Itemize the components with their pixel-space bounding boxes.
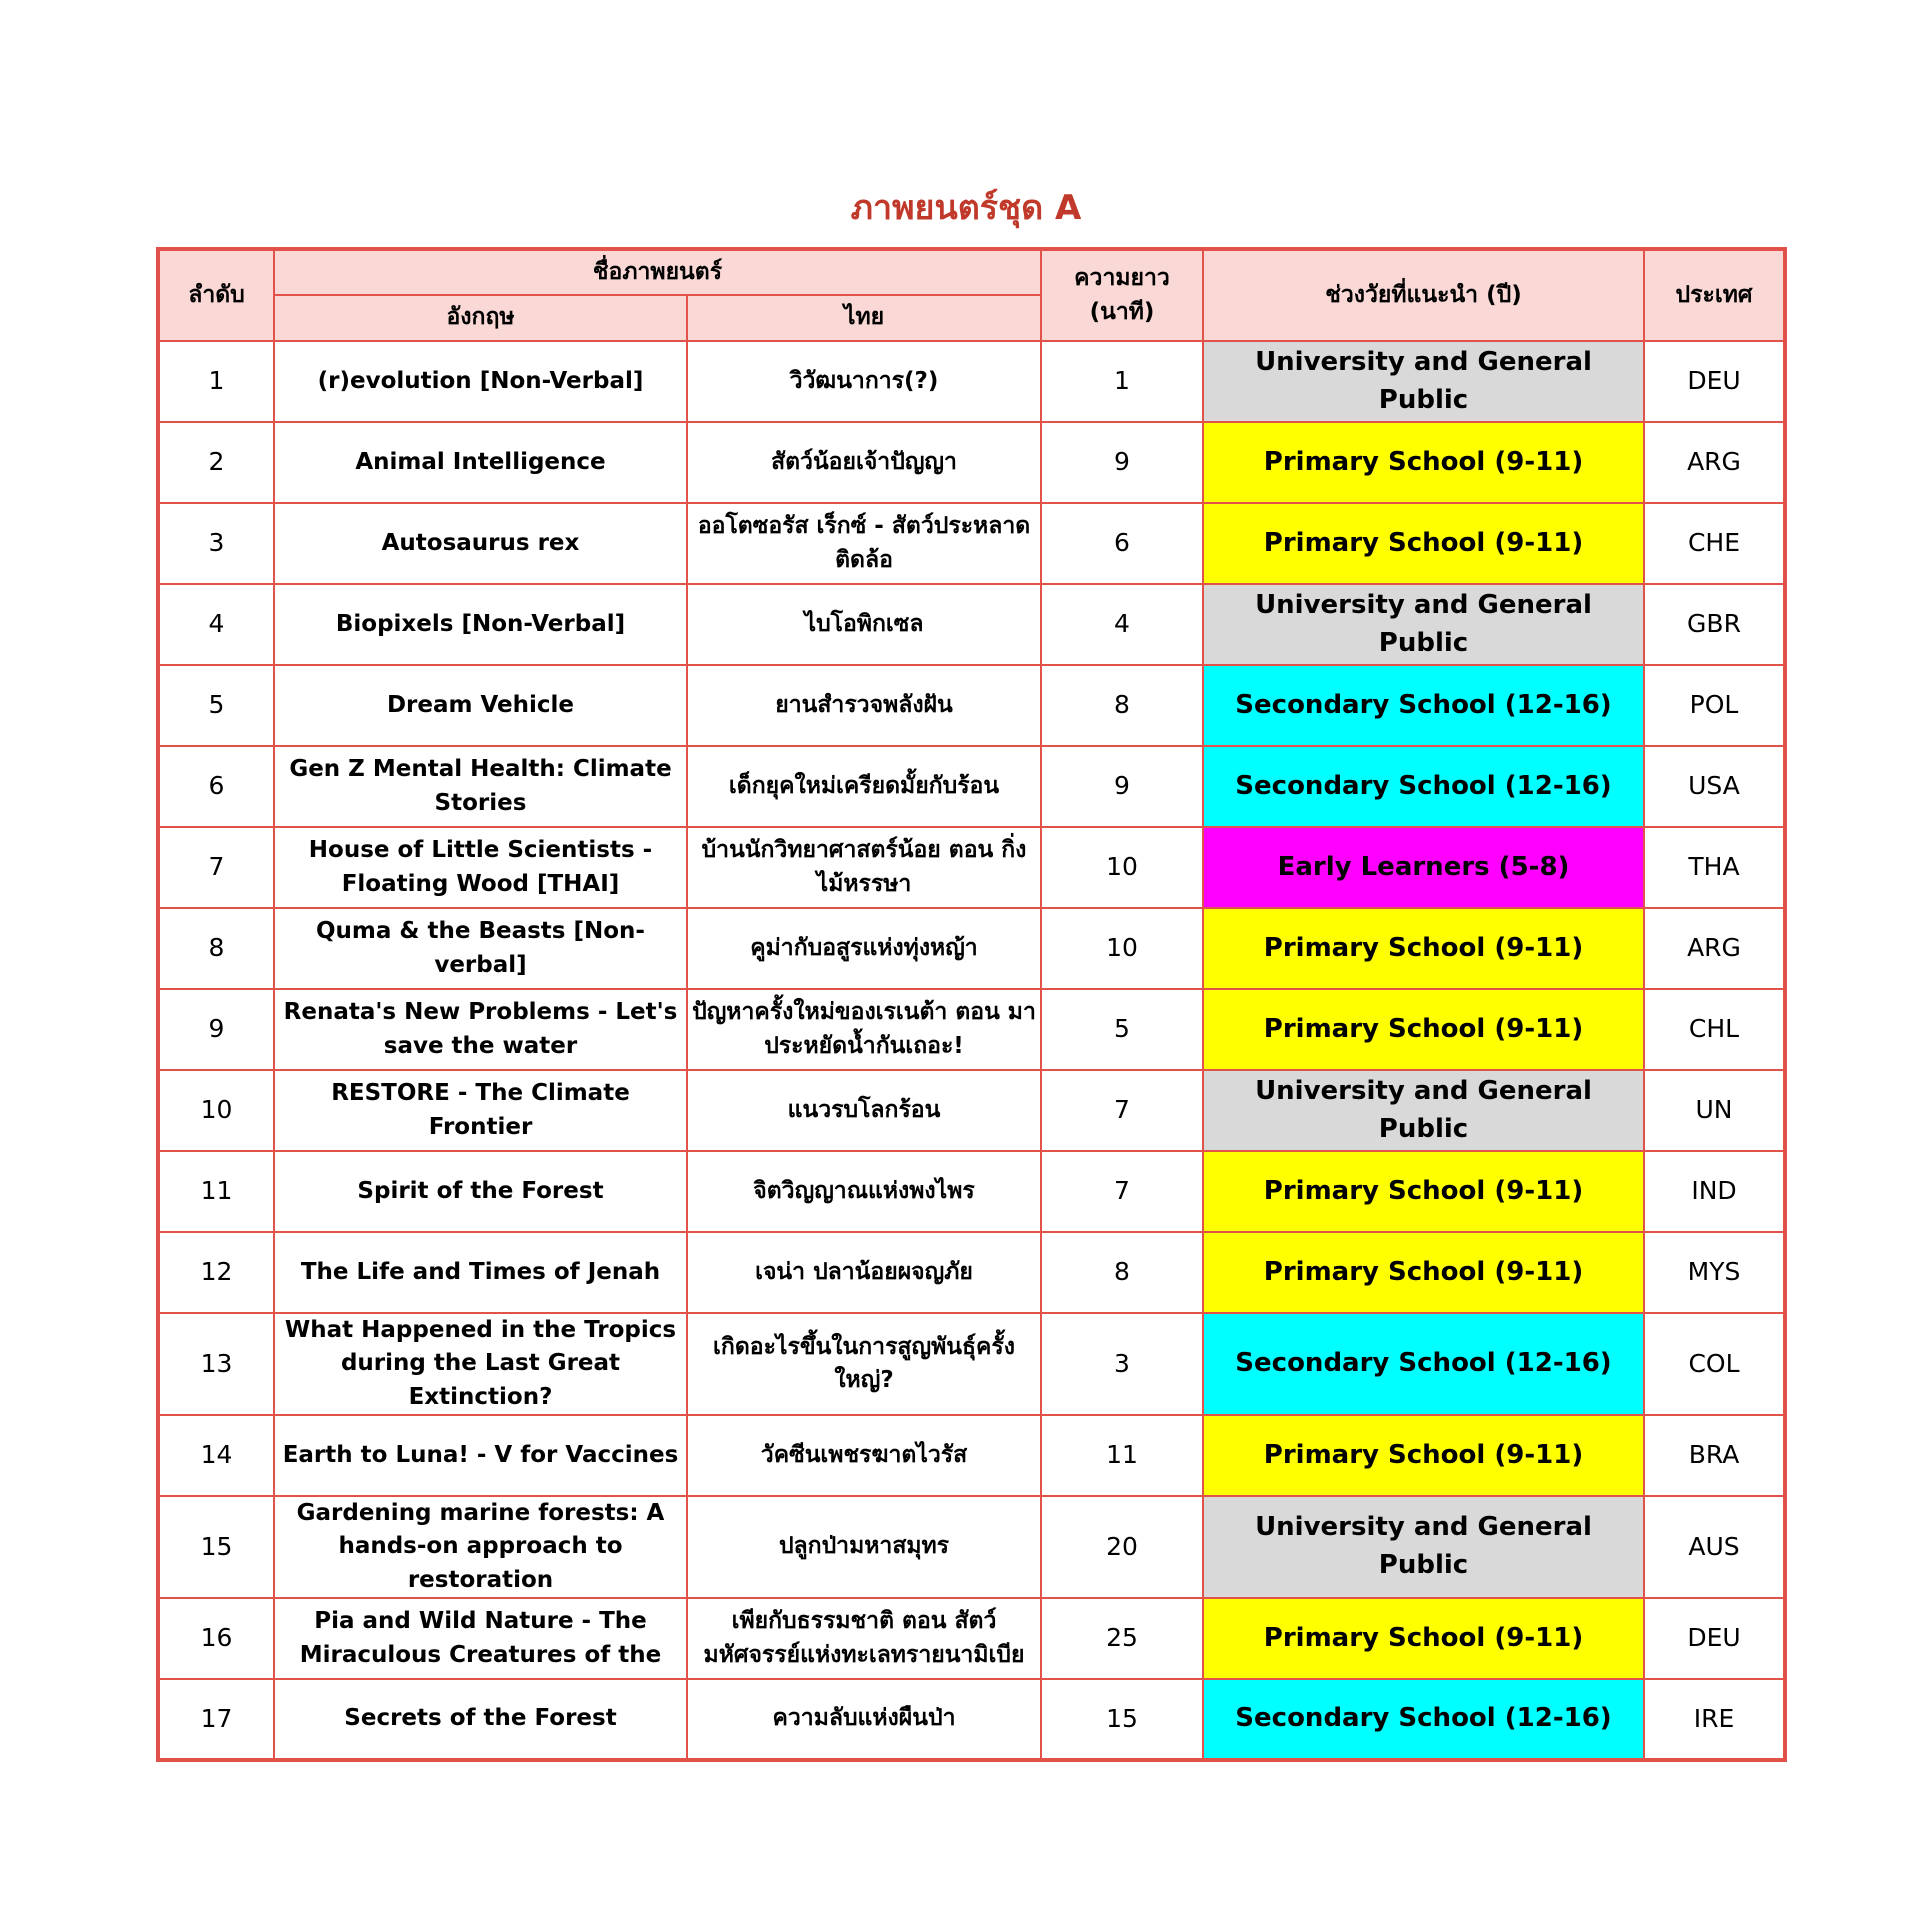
table-row bbox=[158, 1070, 1785, 1151]
cell-country: DEU bbox=[1644, 1598, 1785, 1679]
cell-no: 5 bbox=[158, 665, 274, 746]
cell-thai-title: เด็กยุคใหม่เครียดมั้ยกับร้อน bbox=[687, 746, 1041, 827]
cell-no: 12 bbox=[158, 1232, 274, 1313]
cell-age-group: Primary School (9-11) bbox=[1203, 1415, 1644, 1496]
cell-age-group: Primary School (9-11) bbox=[1203, 503, 1644, 584]
cell-length: 10 bbox=[1041, 908, 1203, 989]
cell-country: CHL bbox=[1644, 989, 1785, 1070]
cell-thai-title: เจน่า ปลาน้อยผจญภัย bbox=[687, 1232, 1041, 1313]
table-row bbox=[158, 503, 1785, 584]
film-rows bbox=[158, 341, 1785, 1760]
cell-english-title: Quma & the Beasts [Non-verbal] bbox=[274, 908, 687, 989]
table-row bbox=[158, 1415, 1785, 1496]
cell-country: AUS bbox=[1644, 1496, 1785, 1598]
table-row bbox=[158, 341, 1785, 422]
cell-english-title: Pia and Wild Nature - The Miraculous Creatures of the bbox=[274, 1598, 687, 1679]
cell-country: BRA bbox=[1644, 1415, 1785, 1496]
cell-age-group: Secondary School (12-16) bbox=[1203, 665, 1644, 746]
cell-english-title: Autosaurus rex bbox=[274, 503, 687, 584]
table-row bbox=[158, 1151, 1785, 1232]
cell-thai-title: บ้านนักวิทยาศาสตร์น้อย ตอน กิ่งไม้หรรษา bbox=[687, 827, 1041, 908]
cell-age-group: Primary School (9-11) bbox=[1203, 1151, 1644, 1232]
cell-country: ARG bbox=[1644, 908, 1785, 989]
cell-thai-title: ความลับแห่งผืนป่า bbox=[687, 1679, 1041, 1760]
cell-length: 1 bbox=[1041, 341, 1203, 422]
cell-country: USA bbox=[1644, 746, 1785, 827]
cell-thai-title: คูม่ากับอสูรแห่งทุ่งหญ้า bbox=[687, 908, 1041, 989]
table-row bbox=[158, 1679, 1785, 1760]
cell-length: 8 bbox=[1041, 665, 1203, 746]
cell-length: 15 bbox=[1041, 1679, 1203, 1760]
cell-country: COL bbox=[1644, 1313, 1785, 1415]
cell-no: 2 bbox=[158, 422, 274, 503]
cell-country: CHE bbox=[1644, 503, 1785, 584]
table-row bbox=[158, 1232, 1785, 1313]
cell-no: 9 bbox=[158, 989, 274, 1070]
cell-country: POL bbox=[1644, 665, 1785, 746]
cell-country: THA bbox=[1644, 827, 1785, 908]
cell-country: MYS bbox=[1644, 1232, 1785, 1313]
cell-english-title: Animal Intelligence bbox=[274, 422, 687, 503]
header-no: ลำดับ bbox=[158, 249, 274, 341]
cell-english-title: Renata's New Problems - Let's save the water bbox=[274, 989, 687, 1070]
table-row bbox=[158, 908, 1785, 989]
cell-length: 25 bbox=[1041, 1598, 1203, 1679]
cell-length: 6 bbox=[1041, 503, 1203, 584]
cell-age-group: University and General Public bbox=[1203, 1496, 1644, 1598]
cell-thai-title: ปลูกป่ามหาสมุทร bbox=[687, 1496, 1041, 1598]
cell-no: 14 bbox=[158, 1415, 274, 1496]
table-row bbox=[158, 584, 1785, 665]
cell-country: IND bbox=[1644, 1151, 1785, 1232]
cell-age-group: Primary School (9-11) bbox=[1203, 989, 1644, 1070]
cell-no: 13 bbox=[158, 1313, 274, 1415]
cell-no: 17 bbox=[158, 1679, 274, 1760]
cell-thai-title: ออโตซอรัส เร็กซ์ - สัตว์ประหลาดติดล้อ bbox=[687, 503, 1041, 584]
cell-country: GBR bbox=[1644, 584, 1785, 665]
cell-english-title: What Happened in the Tropics during the Last Great Extinction? bbox=[274, 1313, 687, 1415]
cell-english-title: The Life and Times of Jenah bbox=[274, 1232, 687, 1313]
cell-country: UN bbox=[1644, 1070, 1785, 1151]
table-row bbox=[158, 1313, 1785, 1415]
cell-age-group: University and General Public bbox=[1203, 584, 1644, 665]
cell-thai-title: เพียกับธรรมชาติ ตอน สัตว์มหัศจรรย์แห่งทะเลทรายนามิเบีย bbox=[687, 1598, 1041, 1679]
table-row bbox=[158, 422, 1785, 503]
cell-length: 4 bbox=[1041, 584, 1203, 665]
cell-english-title: Biopixels [Non-Verbal] bbox=[274, 584, 687, 665]
table-row bbox=[158, 1598, 1785, 1679]
cell-age-group: Primary School (9-11) bbox=[1203, 1232, 1644, 1313]
cell-age-group: Primary School (9-11) bbox=[1203, 1598, 1644, 1679]
film-table bbox=[156, 247, 1787, 1762]
header-thai: ไทย bbox=[687, 295, 1041, 341]
table-row bbox=[158, 746, 1785, 827]
header-length-line2: (นาที) bbox=[1089, 298, 1155, 325]
cell-country: DEU bbox=[1644, 341, 1785, 422]
cell-no: 1 bbox=[158, 341, 274, 422]
cell-english-title: RESTORE - The Climate Frontier bbox=[274, 1070, 687, 1151]
cell-thai-title: จิตวิญญาณแห่งพงไพร bbox=[687, 1151, 1041, 1232]
cell-english-title: Gen Z Mental Health: Climate Stories bbox=[274, 746, 687, 827]
cell-no: 10 bbox=[158, 1070, 274, 1151]
cell-age-group: Early Learners (5-8) bbox=[1203, 827, 1644, 908]
cell-age-group: University and General Public bbox=[1203, 341, 1644, 422]
header-english: อังกฤษ bbox=[274, 295, 687, 341]
cell-thai-title: แนวรบโลกร้อน bbox=[687, 1070, 1041, 1151]
cell-age-group: Primary School (9-11) bbox=[1203, 908, 1644, 989]
cell-english-title: (r)evolution [Non-Verbal] bbox=[274, 341, 687, 422]
cell-length: 7 bbox=[1041, 1070, 1203, 1151]
cell-no: 7 bbox=[158, 827, 274, 908]
cell-english-title: Earth to Luna! - V for Vaccines bbox=[274, 1415, 687, 1496]
cell-length: 20 bbox=[1041, 1496, 1203, 1598]
cell-thai-title: วิวัฒนาการ(?) bbox=[687, 341, 1041, 422]
cell-no: 16 bbox=[158, 1598, 274, 1679]
cell-age-group: Secondary School (12-16) bbox=[1203, 746, 1644, 827]
cell-no: 4 bbox=[158, 584, 274, 665]
table-row bbox=[158, 827, 1785, 908]
cell-length: 5 bbox=[1041, 989, 1203, 1070]
cell-country: IRE bbox=[1644, 1679, 1785, 1760]
cell-length: 9 bbox=[1041, 422, 1203, 503]
header-length bbox=[1041, 249, 1203, 341]
cell-no: 11 bbox=[158, 1151, 274, 1232]
cell-no: 6 bbox=[158, 746, 274, 827]
cell-english-title: House of Little Scientists - Floating Wood [THAI] bbox=[274, 827, 687, 908]
header-film-name: ชื่อภาพยนตร์ bbox=[274, 249, 1041, 295]
cell-length: 11 bbox=[1041, 1415, 1203, 1496]
cell-thai-title: ปัญหาครั้งใหม่ของเรเนต้า ตอน มาประหยัดน้ำกันเถอะ! bbox=[687, 989, 1041, 1070]
cell-country: ARG bbox=[1644, 422, 1785, 503]
cell-no: 15 bbox=[158, 1496, 274, 1598]
cell-age-group: Secondary School (12-16) bbox=[1203, 1679, 1644, 1760]
cell-thai-title: สัตว์น้อยเจ้าปัญญา bbox=[687, 422, 1041, 503]
table-row bbox=[158, 665, 1785, 746]
cell-no: 8 bbox=[158, 908, 274, 989]
page-title: ภาพยนตร์ชุด A bbox=[850, 188, 1082, 228]
cell-age-group: University and General Public bbox=[1203, 1070, 1644, 1151]
cell-no: 3 bbox=[158, 503, 274, 584]
cell-length: 9 bbox=[1041, 746, 1203, 827]
cell-english-title: Spirit of the Forest bbox=[274, 1151, 687, 1232]
header-length-line1: ความยาว bbox=[1074, 265, 1170, 292]
table-row bbox=[158, 1496, 1785, 1598]
cell-english-title: Dream Vehicle bbox=[274, 665, 687, 746]
cell-length: 8 bbox=[1041, 1232, 1203, 1313]
cell-thai-title: วัคซีนเพชรฆาตไวรัส bbox=[687, 1415, 1041, 1496]
cell-age-group: Primary School (9-11) bbox=[1203, 422, 1644, 503]
cell-age-group: Secondary School (12-16) bbox=[1203, 1313, 1644, 1415]
header-age: ช่วงวัยที่แนะนำ (ปี) bbox=[1203, 249, 1644, 341]
cell-thai-title: ไบโอพิกเซล bbox=[687, 584, 1041, 665]
cell-length: 3 bbox=[1041, 1313, 1203, 1415]
cell-length: 7 bbox=[1041, 1151, 1203, 1232]
cell-english-title: Secrets of the Forest bbox=[274, 1679, 687, 1760]
cell-english-title: Gardening marine forests: A hands-on approach to restoration bbox=[274, 1496, 687, 1598]
table-row bbox=[158, 989, 1785, 1070]
cell-length: 10 bbox=[1041, 827, 1203, 908]
cell-thai-title: เกิดอะไรขึ้นในการสูญพันธุ์ครั้งใหญ่? bbox=[687, 1313, 1041, 1415]
cell-thai-title: ยานสำรวจพลังฝัน bbox=[687, 665, 1041, 746]
header-country: ประเทศ bbox=[1644, 249, 1785, 341]
